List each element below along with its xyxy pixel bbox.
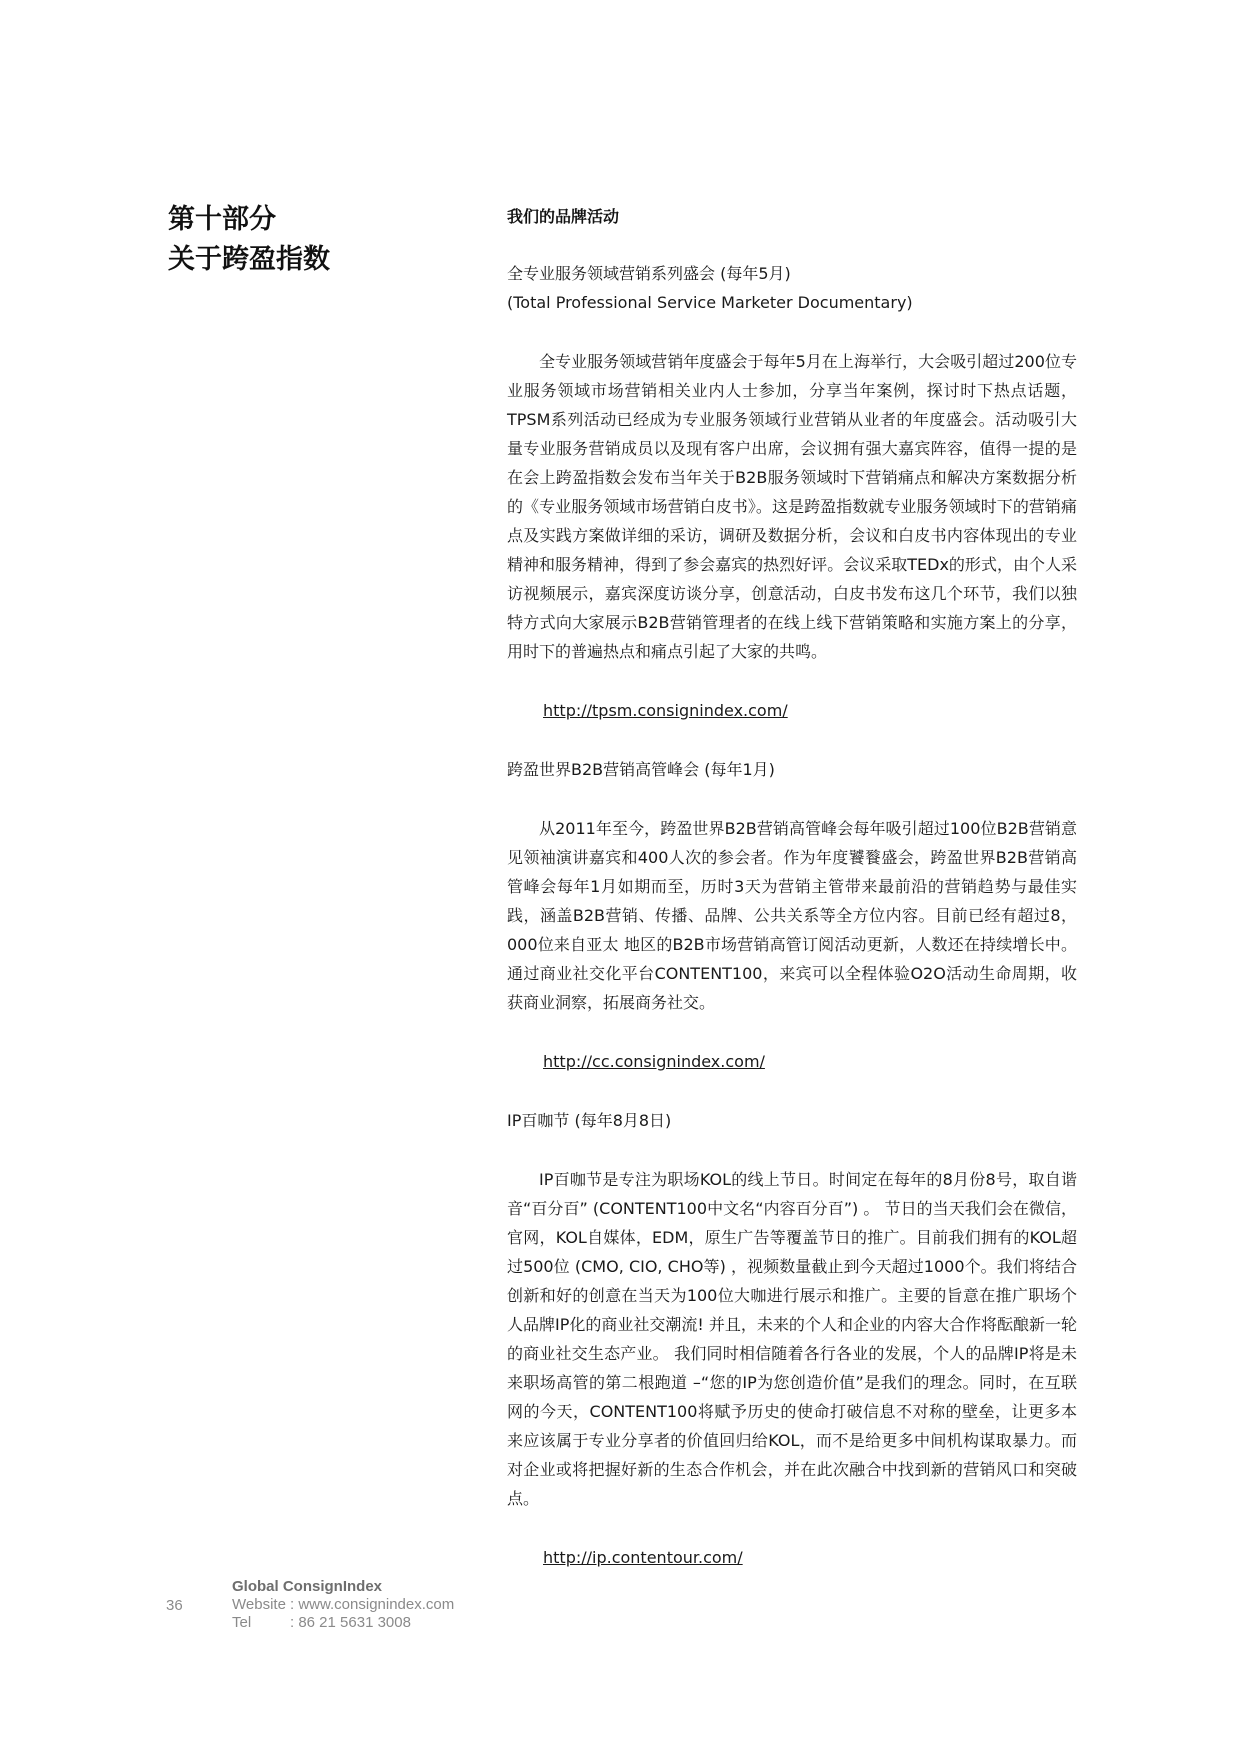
section-title: 关于跨盈指数 [168,244,330,275]
footer-tel [232,1614,454,1632]
page-number: 36 [166,1597,183,1614]
activity-ip-festival [507,1106,1077,1572]
tel-label: Tel [232,1614,252,1631]
activity-link[interactable]: http://cc.consignindex.com/ [543,1052,765,1071]
activity-b2b-summit [507,755,1077,1076]
activity-link[interactable]: http://tpsm.consignindex.com/ [543,701,788,720]
activity-description: 全专业服务领域营销年度盛会于每年5月在上海举行，大会吸引超过200位专业服务领域市场营销相关业内人士参加，分享当年案例，探讨时下热点话题，TPSM系列活动已经成为专业服务领域行业营销从业者的年度盛会。活动吸引大量专业服务营销成员以及现有客户出席，会议拥有强大嘉宾阵容，值得一提的是在会上跨盈指数会发布当年关于B2B服务领域时下营销痛点和解决方案数据分析的《专业服务领域市场营销白皮书》。这是跨盈指数就专业服务领域时下的营销痛点及实践方案做详细的采访，调研及数据分析，会议和白皮书内容体现出的专业精神和服务精神，得到了参会嘉宾的热烈好评。会议采取TEDx的形式，由个人采访视频展示，嘉宾深度访谈分享，创意活动，白皮书发布这几个环节，我们以独特方式向大家展示B2B营销管理者的在线上线下营销策略和实施方案上的分享，用时下的普遍热点和痛点引起了大家的共鸣。 [507,352,1077,661]
content-title: 我们的品牌活动 [507,207,620,226]
section-number: 第十部分 [168,204,276,235]
activity-subtitle: (Total Professional Service Marketer Documentary) [507,293,913,312]
brand-activities [507,205,1077,1602]
tel-value: : 86 21 5631 3008 [290,1614,411,1631]
activity-link[interactable]: http://ip.contentour.com/ [543,1548,743,1567]
activity-description: IP百咖节是专注为职场KOL的线上节日。时间定在每年的8月份8号，取自谐音“百分百” (CONTENT100中文名“内容百分百”) 。 节日的当天我们会在微信，官网，KOL自媒体，EDM，原生广告等覆盖节日的推广。目前我们拥有的KOL超过500位 (CMO, CIO, CHO等) ，视频数量截止到今天超过1000个。我们将结合创新和好的创意在当天为100位大咖进行展示和推广。主要的旨意在推广职场个人品牌IP化的商业社交潮流! 并且，未来的个人和企业的内容大合作将酝酿新一轮的商业社交生态产业。 我们同时相信随着各行各业的发展，个人的品牌IP将是未来职场高管的第二根跑道 –“您的IP为您创造价值”是我们的理念。同时，在互联网的今天，CONTENT100将赋予历史的使命打破信息不对称的壁垒，让更多本来应该属于专业分享者的价值回归给KOL，而不是给更多中间机构谋取暴力。而对企业或将把握好新的生态合作机会，并在此次融合中找到新的营销风口和突破点。 [507,1170,1077,1508]
activity-title: IP百咖节 (每年8月8日) [507,1111,672,1130]
footer-company: Global ConsignIndex [232,1578,383,1595]
website-value: : www.consignindex.com [290,1596,455,1613]
activity-title: 全专业服务领域营销系列盛会 (每年5月) [507,264,791,283]
footer-website [232,1596,454,1614]
website-label: Website [232,1596,286,1613]
footer-contact [232,1578,454,1632]
activity-title: 跨盈世界B2B营销高管峰会 (每年1月) [507,760,775,779]
activity-description: 从2011年至今，跨盈世界B2B营销高管峰会每年吸引超过100位B2B营销意见领袖演讲嘉宾和400人次的参会者。作为年度饕餮盛会，跨盈世界B2B营销高管峰会每年1月如期而至，历时3天为营销主管带来最前沿的营销趋势与最佳实践，涵盖B2B营销、传播、品牌、公共关系等全方位内容。目前已经有超过8，000位来自亚太 地区的B2B市场营销高管订阅活动更新，人数还在持续增长中。通过商业社交化平台CONTENT100，来宾可以全程体验O2O活动生命周期，收获商业洞察，拓展商务社交。 [507,819,1077,1012]
activity-tpsm [507,259,1077,725]
section-heading [168,200,330,280]
page-footer [166,1578,566,1638]
